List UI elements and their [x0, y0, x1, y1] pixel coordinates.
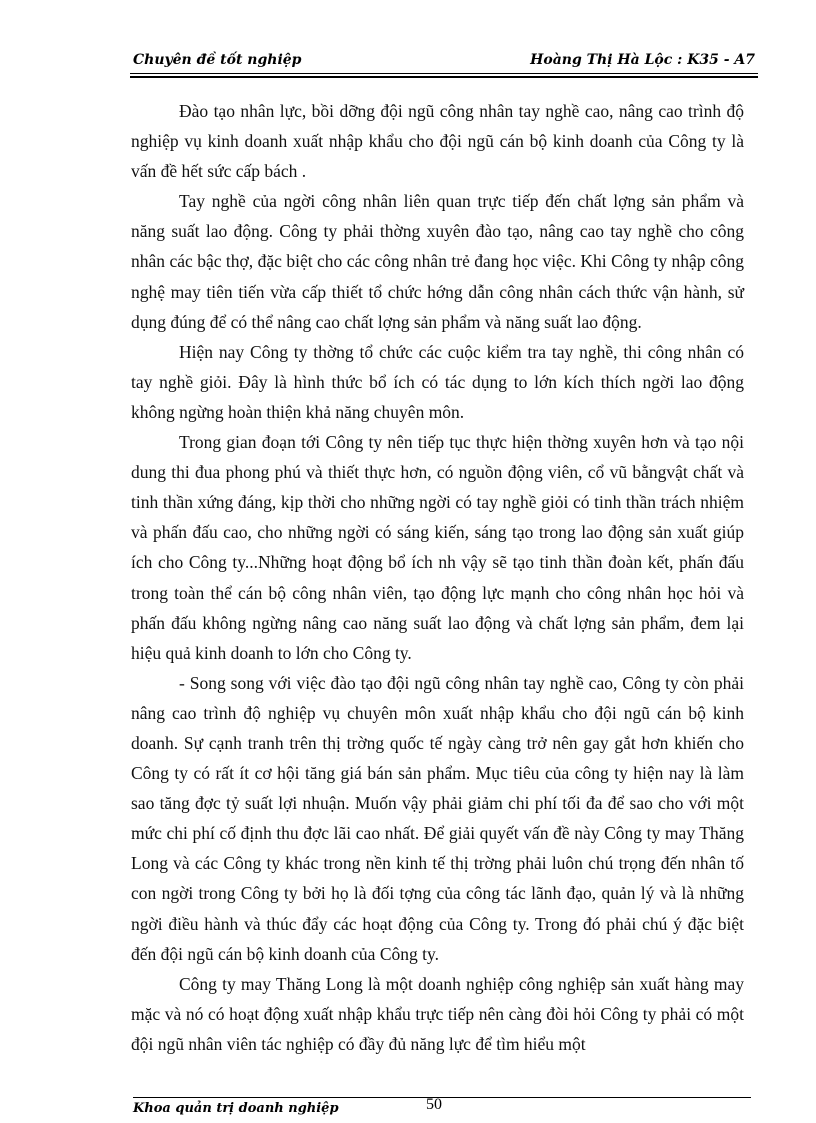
paragraph: Công ty may Thăng Long là một doanh nghiệp công nghiệp sản xuất hàng may mặc và nó có hoạt động xuất nhập khẩu trực tiếp nên càng đòi hỏi Công ty phải có một đội ngũ nhân viên tác nghiệp có đầy đủ năng lực để tìm hiểu một: [131, 973, 744, 1054]
paragraph: Hiện nay Công ty thờng tổ chức các cuộc kiểm tra tay nghề, thi công nhân có tay nghề giỏi. Đây là hình thức bổ ích có tác dụng to lớn kích thích ngời lao động không ngừng hoàn thiện khả năng chuyên môn.: [131, 341, 744, 422]
page-number: 50: [426, 1096, 442, 1113]
footer-divider: [133, 1097, 751, 1098]
footer-faculty: Khoa quản trị doanh nghiệp: [133, 1101, 339, 1116]
paragraph: Đào tạo nhân lực, bồi dỡng đội ngũ công nhân tay nghề cao, nâng cao trình độ nghiệp vụ kinh doanh xuất nhập khẩu cho đội ngũ cán bộ kinh doanh của Công ty là vấn đề hết sức cấp bách .: [131, 101, 744, 182]
page-header: [133, 52, 755, 74]
paragraph: Trong gian đoạn tới Công ty nên tiếp tục thực hiện thờng xuyên hơn và tạo nội dung thi đua phong phú và thiết thực hơn, có nguồn động viên, cổ vũ bằngvật chất và tinh thần xứng đáng, kịp thời cho những ngời có tay nghề giỏi có tinh thần trách nhiệm và phấn đấu cao, cho những ngời có sáng kiến, sáng tạo trong lao động sản xuất giúp ích cho Công ty...Những hoạt động bổ ích nh vậy sẽ tạo tinh thần đoàn kết, phấn đấu trong toàn thể cán bộ công nhân viên, tạo động lực mạnh cho công nhân học hỏi và phấn đấu không ngừng nâng cao năng suất lao động và chất lợng sản phẩm, đem lại hiệu quả kinh doanh to lớn cho Công ty.: [131, 432, 744, 663]
header-divider-thin: [130, 73, 758, 74]
header-title: Chuyên đề tốt nghiệp: [133, 52, 302, 68]
paragraph: Tay nghề của ngời công nhân liên quan trực tiếp đến chất lợng sản phẩm và năng suất lao động. Công ty phải thờng xuyên đào tạo, nâng cao tay nghề cho công nhân các bậc thợ, đặc biệt cho các công nhân trẻ đang học việc. Khi Công ty nhập công nghệ may tiên tiến vừa cấp thiết tổ chức hớng dẫn công nhân cách thức vận hành, sử dụng đúng để có thể nâng cao chất lợng sản phẩm và năng suất lao động.: [131, 191, 744, 332]
header-author: Hoàng Thị Hà Lộc : K35 - A7: [530, 52, 755, 68]
paragraph: - Song song với việc đào tạo đội ngũ công nhân tay nghề cao, Công ty còn phải nâng cao trình độ nghiệp vụ chuyên môn xuất nhập khẩu cho đội ngũ cán bộ kinh doanh. Sự cạnh tranh trên thị trờng quốc tế ngày càng trở nên gay gắt hơn khiến cho Công ty có rất ít cơ hội tăng giá bán sản phẩm. Mục tiêu của công ty hiện nay là làm sao tăng đợc tỷ suất lợi nhuận. Muốn vậy phải giảm chi phí tối đa để sao cho với một mức chi phí cố định thu đợc lãi cao nhất. Để giải quyết vấn đề này Công ty may Thăng Long và các Công ty khác trong nền kinh tế thị trờng phải luôn chú trọng đến nhân tố con ngời trong Công ty bởi họ là đối tợng của công tác lãnh đạo, quản lý và là những ngời điều hành và thúc đẩy các hoạt động của Công ty. Trong đó phải chú ý đặc biệt đến đội ngũ cán bộ kinh doanh của Công ty.: [131, 672, 744, 964]
header-divider-thick: [130, 76, 758, 78]
body-text: [131, 96, 744, 1059]
